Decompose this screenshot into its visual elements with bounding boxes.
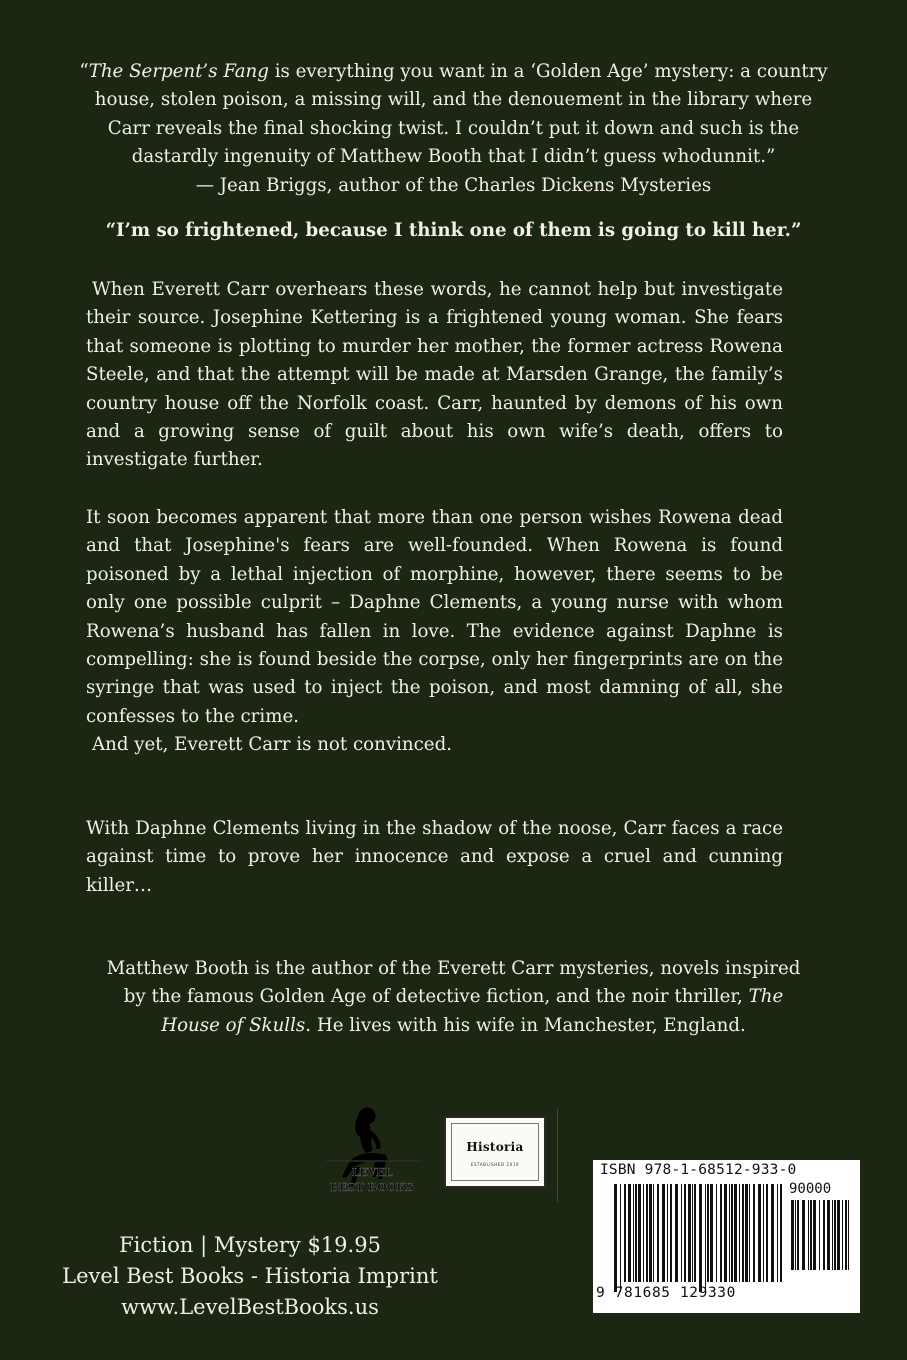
barcode-bar <box>745 1184 748 1282</box>
barcode-bar <box>734 1184 737 1282</box>
barcode-bar <box>710 1184 713 1282</box>
endorsement-line-3: Carr reveals the final shocking twist. I couldn’t put it down and such is the <box>107 117 800 139</box>
barcode-bar <box>716 1184 717 1282</box>
barcode-bar <box>777 1184 778 1282</box>
barcode-bar <box>797 1200 799 1270</box>
barcode-bar <box>635 1184 637 1282</box>
publisher-imprint: Level Best Books - Historia Imprint <box>62 1264 438 1288</box>
barcode-bar <box>705 1184 706 1292</box>
logo-divider <box>557 1108 558 1202</box>
book-title-italic: The Serpent’s Fang <box>88 61 269 82</box>
barcode-bar <box>802 1200 805 1270</box>
barcode-bar <box>742 1184 744 1282</box>
barcode-bar <box>681 1184 682 1282</box>
barcode-bar <box>848 1200 849 1270</box>
barcode-bar <box>758 1184 761 1282</box>
barcode-bar <box>633 1184 634 1282</box>
barcode-digits: 9 781685 129330 <box>596 1285 736 1301</box>
tagline-quote: “I’m so frightened, because I think one of them is going to kill her.” <box>105 220 802 241</box>
barcode-bar <box>827 1200 830 1270</box>
historia-logo-name: Historia <box>466 1140 524 1154</box>
barcode-bar <box>808 1200 809 1270</box>
barcode-bar <box>624 1184 626 1282</box>
imprint-info <box>58 1230 442 1323</box>
barcode-bar <box>694 1184 696 1282</box>
barcode-bar <box>810 1200 812 1270</box>
barcode-bar <box>819 1200 820 1270</box>
barcode-bar <box>795 1200 796 1270</box>
barcode-bar <box>649 1184 652 1282</box>
level-best-books-logo <box>320 1103 428 1198</box>
price-code: 90000 <box>789 1181 832 1197</box>
barcode-bar <box>753 1184 755 1282</box>
historia-logo <box>444 1116 546 1188</box>
barcode-bar <box>763 1184 764 1282</box>
publisher-website: www.LevelBestBooks.us <box>121 1295 379 1319</box>
barcode-bar <box>842 1200 843 1270</box>
barcode-bar <box>729 1184 730 1282</box>
barcode-addon-bars <box>791 1200 853 1294</box>
synopsis-paragraph-3: And yet, Everett Carr is not convinced. <box>92 734 452 755</box>
barcode-bar <box>845 1200 847 1270</box>
author-bio-line-1: Matthew Booth is the author of the Everett Carr mysteries, novels inspired <box>106 958 801 979</box>
barcode-bar <box>731 1184 733 1282</box>
barcode-bar <box>667 1184 668 1282</box>
endorsement-line-4: dastardly ingenuity of Matthew Booth that I didn’t guess whodunnit.” <box>131 146 776 168</box>
barcode-bar <box>707 1184 709 1282</box>
barcode-bar <box>739 1184 740 1282</box>
synopsis-paragraph-1: When Everett Carr overhears these words, he cannot help but investigate their source. Josephine Kettering is a frightened young woman. She fears that someone is plotting to murder her mother, the former actress Rowena Steele, and that the attempt will be made at Marsden Grange, the family’s country house off the Norfolk coast. Carr, haunted by demons of his own and a growing sense of guilt about his own wife’s death, offers to investigate further. <box>86 279 783 471</box>
barcode-bar <box>749 1184 750 1282</box>
barcode-bar <box>837 1200 840 1270</box>
barcode-bar <box>653 1184 654 1282</box>
barcode-bar <box>614 1184 617 1292</box>
lbb-logo-text-2: BEST BOOKS <box>330 1181 414 1194</box>
isbn-barcode <box>593 1160 860 1313</box>
author-bio <box>60 955 847 1040</box>
barcode-bar <box>643 1184 644 1282</box>
historia-logo-established: ESTABLISHED 2019 <box>470 1162 520 1167</box>
barcode-bar <box>780 1184 782 1282</box>
barcode-bar <box>823 1200 825 1270</box>
barcode-bar <box>724 1184 727 1282</box>
endorsement-attribution: — Jean Briggs, author of the Charles Dickens Mysteries <box>195 174 712 196</box>
endorsement-quote <box>60 58 847 200</box>
barcode-bar <box>699 1184 702 1292</box>
barcode-bar <box>628 1184 631 1282</box>
isbn-number: ISBN 978-1-68512-933-0 <box>600 1162 797 1178</box>
barcode-bar <box>692 1184 693 1282</box>
barcode-bar <box>766 1184 768 1282</box>
barcode-bar <box>832 1200 833 1270</box>
barcode-bar <box>813 1200 816 1270</box>
barcode-bar <box>720 1184 722 1282</box>
synopsis-paragraph-4: With Daphne Clements living in the shadow of the noose, Carr faces a race against time to prove her innocence and expose a cruel and cunning killer… <box>86 818 783 896</box>
barcode-bar <box>646 1184 648 1282</box>
barcode-bar <box>791 1200 794 1270</box>
barcode-bar <box>620 1184 621 1292</box>
lbb-logo-text-1: LEVEL <box>351 1166 393 1179</box>
author-bio-line-3: House of Skulls. He lives with his wife in Manchester, England. <box>161 1014 746 1036</box>
barcode-bar <box>684 1184 686 1282</box>
synopsis-paragraph-2: It soon becomes apparent that more than one person wishes Rowena dead and that Josephine's fears are well-founded. When Rowena is found poisoned by a lethal injection of morphine, however, there seems to be only one possible culprit – Daphne Clements, a young nurse with whom Rowena’s husband has fallen in love. The evidence against Daphne is compelling: she is found beside the corpse, only her fingerprints are on the syringe that was used to inject the poison, and most damning of all, she confesses to the crime. <box>86 507 783 727</box>
barcode-bar <box>657 1184 659 1282</box>
barcode-main-bars <box>614 1184 786 1292</box>
genre-price: Fiction | Mystery $19.95 <box>119 1233 381 1257</box>
endorsement-line-2: house, stolen poison, a missing will, and the denouement in the library where <box>94 89 813 111</box>
barcode-bar <box>675 1184 678 1282</box>
barcode-bar <box>638 1184 641 1282</box>
barcode-bar <box>670 1184 672 1282</box>
endorsement-line-1: “The Serpent’s Fang is everything you want in a ‘Golden Age’ mystery: a country <box>79 61 828 82</box>
author-bio-line-2: by the famous Golden Age of detective fiction, and the noir thriller, The <box>123 986 784 1008</box>
barcode-bar <box>662 1184 665 1282</box>
barcode-bar <box>688 1184 691 1282</box>
barcode-bar <box>834 1200 836 1270</box>
barcode-bar <box>771 1184 774 1282</box>
